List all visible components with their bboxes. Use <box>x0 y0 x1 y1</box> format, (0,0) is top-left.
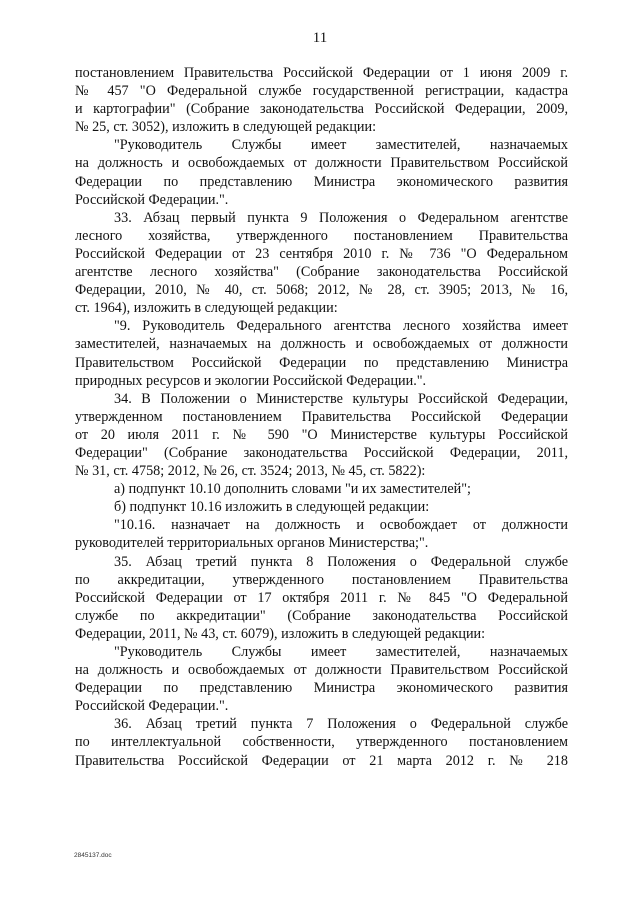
text-line: 33. Абзац первый пункта 9 Положения о Федеральном агентстве <box>114 209 568 226</box>
document-body <box>75 64 568 770</box>
text-line: Федерации по представлению Министра экономического развития <box>75 173 568 190</box>
text-line: Российской Федерации от 23 сентября 2010 г. № 736 "О Федеральном <box>75 245 568 262</box>
text-line: от 20 июля 2011 г. № 590 "О Министерстве культуры Российской <box>75 426 568 443</box>
text-line: Российской Федерации от 17 октября 2011 г. № 845 "О Федеральной <box>75 589 568 606</box>
text-line: природных ресурсов и экологии Российской Федерации.". <box>75 372 427 389</box>
text-line: на должность и освобождаемых от должности Правительством Российской <box>75 662 568 679</box>
text-line: б) подпункт 10.16 изложить в следующей редакции: <box>114 499 430 516</box>
text-line: агентстве лесного хозяйства" (Собрание законодательства Российской <box>75 264 568 281</box>
text-line: а) подпункт 10.10 дополнить словами "и их заместителей"; <box>114 481 471 498</box>
text-line: по интеллектуальной собственности, утвержденного постановлением <box>75 734 568 751</box>
text-line: "Руководитель Службы имеет заместителей, назначаемых <box>114 644 568 660</box>
text-line: № 457 "О Федеральной службе государственной регистрации, кадастра <box>75 83 568 100</box>
document-file-code: 2845137.doc <box>74 852 112 859</box>
text-line: Федерации, 2010, № 40, ст. 5068; 2012, № 28, ст. 3905; 2013, № 16, <box>75 282 568 299</box>
text-line: 34. В Положении о Министерстве культуры Российской Федерации, <box>114 390 568 407</box>
text-line: на должность и освобождаемых от должности Правительством Российской <box>75 155 568 172</box>
text-line: "10.16. назначает на должность и освобождает от должности <box>114 517 568 534</box>
text-line: № 25, ст. 3052), изложить в следующей редакции: <box>75 119 377 136</box>
text-line: заместителей, назначаемых на должность и освобождаемых от должности <box>75 336 568 353</box>
text-line: по аккредитации, утвержденного постановлением Правительства <box>75 571 568 588</box>
page-number: 11 <box>312 30 328 46</box>
text-line: Правительством Российской Федерации по представлению Министра <box>75 354 568 371</box>
text-line: службе по аккредитации" (Собрание законодательства Российской <box>75 607 568 624</box>
text-line: Федерации по представлению Министра экономического развития <box>75 680 568 697</box>
text-line: руководителей территориальных органов Министерства;". <box>75 535 429 552</box>
text-line: Российской Федерации.". <box>75 191 229 208</box>
text-line: Правительства Российской Федерации от 21 марта 2012 г. № 218 <box>75 752 568 769</box>
text-line: Федерации" (Собрание законодательства Российской Федерации, 2011, <box>75 444 568 461</box>
text-line: № 31, ст. 4758; 2012, № 26, ст. 3524; 2013, № 45, ст. 5822): <box>75 463 426 480</box>
text-line: лесного хозяйства, утвержденного постановлением Правительства <box>75 227 568 244</box>
text-line: Российской Федерации.". <box>75 698 229 715</box>
text-line: утвержденном постановлением Правительства Российской Федерации <box>75 408 568 425</box>
text-line: и картографии" (Собрание законодательства Российской Федерации, 2009, <box>75 101 568 118</box>
text-line: "Руководитель Службы имеет заместителей, назначаемых <box>114 137 568 154</box>
text-line: 35. Абзац третий пункта 8 Положения о Федеральной службе <box>114 553 568 570</box>
text-line: "9. Руководитель Федерального агентства лесного хозяйства имеет <box>114 318 568 335</box>
text-line: ст. 1964), изложить в следующей редакции: <box>75 300 338 317</box>
text-line: Федерации, 2011, № 43, ст. 6079), изложить в следующей редакции: <box>75 625 486 642</box>
text-line: постановлением Правительства Российской Федерации от 1 июня 2009 г. <box>75 65 568 81</box>
text-line: 36. Абзац третий пункта 7 Положения о Федеральной службе <box>114 716 568 733</box>
